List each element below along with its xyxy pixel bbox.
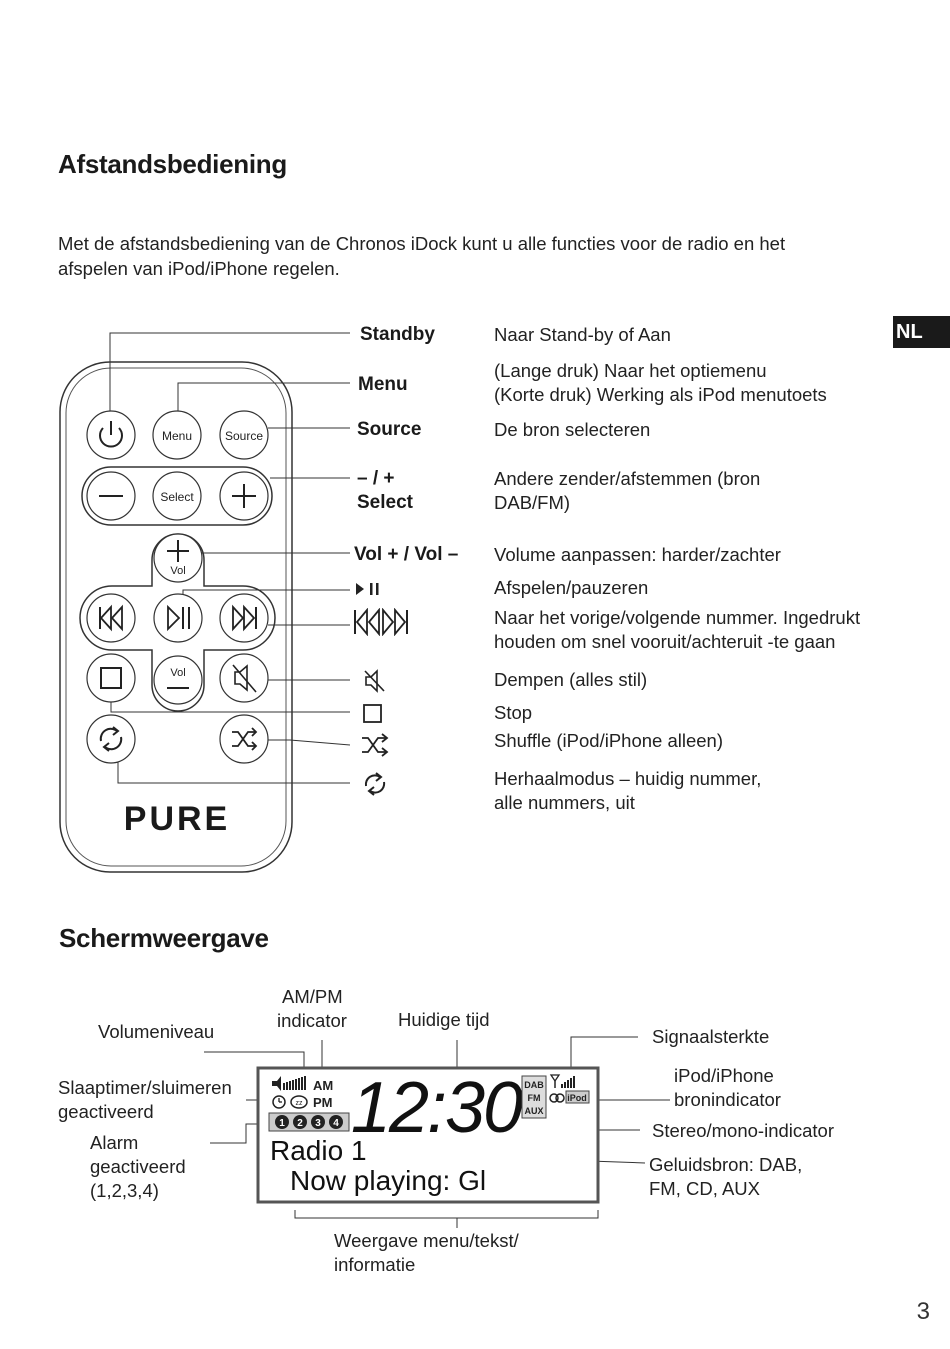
shuffle-icon — [360, 733, 390, 757]
plus-button[interactable] — [220, 472, 268, 520]
callout-sleep-1: Slaaptimer/sluimeren — [58, 1077, 232, 1098]
callout-text-2: informatie — [334, 1254, 416, 1275]
label-standby: Standby — [360, 324, 435, 345]
callout-source-2: FM, CD, AUX — [649, 1178, 761, 1199]
source-button[interactable] — [220, 411, 268, 459]
alarm-3: 3 — [315, 1118, 321, 1129]
callout-sleep-2: geactiveerd — [58, 1101, 154, 1122]
page-number: 3 — [916, 1298, 930, 1325]
clock-time: 12:30 — [350, 1068, 522, 1148]
remote-illustration — [0, 310, 480, 880]
alarm-2: 2 — [297, 1118, 303, 1129]
standby-button[interactable] — [87, 411, 135, 459]
mute-button[interactable] — [220, 654, 268, 702]
section-title-remote: Afstandsbediening — [58, 149, 287, 179]
desc-standby: Naar Stand-by of Aan — [494, 324, 671, 345]
shuffle-button[interactable] — [220, 715, 268, 763]
skip-prev-next-icon — [352, 608, 412, 636]
desc-skip-2: houden om snel vooruit/achteruit -te gaan — [494, 631, 836, 652]
desc-volume: Volume aanpassen: harder/zachter — [494, 544, 781, 565]
desc-skip-1: Naar het vorige/volgende nummer. Ingedrukt — [494, 607, 861, 628]
desc-menu-1: (Lange druk) Naar het optiemenu — [494, 360, 767, 381]
callout-stereo: Stereo/mono-indicator — [652, 1120, 835, 1141]
vol-up-button[interactable] — [154, 534, 202, 582]
menu-button-label: Menu — [161, 429, 193, 443]
label-minus-plus: – / + — [357, 468, 395, 489]
desc-repeat-1: Herhaalmodus – huidig nummer, — [494, 768, 762, 789]
repeat-button[interactable] — [87, 715, 135, 763]
alarm-4: 4 — [333, 1118, 339, 1129]
callout-signal: Signaalsterkte — [652, 1026, 770, 1047]
display-line-2: Now playing: Gl — [290, 1165, 487, 1196]
alarm-1: 1 — [279, 1118, 285, 1129]
desc-shuffle: Shuffle (iPod/iPhone alleen) — [494, 730, 724, 751]
am-indicator: AM — [313, 1078, 334, 1093]
callout-time: Huidige tijd — [398, 1009, 490, 1030]
desc-stop: Stop — [494, 702, 533, 723]
desc-select-2: DAB/FM) — [494, 492, 571, 513]
source-fm: FM — [527, 1093, 541, 1103]
intro-paragraph: Met de afstandsbediening van de Chronos iDock kunt u alle functies voor de radio en het afspelen van iPod/iPhone regelen. — [58, 233, 786, 279]
callout-ampm-1: AM/PM — [282, 986, 343, 1007]
brand-logo: PURE — [123, 800, 231, 838]
callout-alarm-2: geactiveerd — [90, 1156, 186, 1177]
menu-button[interactable] — [153, 411, 201, 459]
source-button-label: Source — [224, 429, 264, 443]
section-title-display: Schermweergave — [59, 923, 269, 953]
desc-source: De bron selecteren — [494, 419, 651, 440]
label-volume: Vol + / Vol – — [354, 544, 459, 565]
minus-button[interactable] — [87, 472, 135, 520]
label-source: Source — [357, 419, 422, 440]
play-pause-icon — [354, 580, 394, 598]
play-pause-button[interactable] — [154, 594, 202, 642]
callout-alarm-3: (1,2,3,4) — [90, 1180, 159, 1201]
callout-ipod-2: bronindicator — [674, 1089, 781, 1110]
vol-down-button[interactable] — [154, 656, 202, 704]
stop-icon — [362, 703, 384, 725]
callout-alarm-1: Alarm — [90, 1132, 139, 1153]
pm-indicator: PM — [313, 1095, 333, 1110]
mute-icon — [362, 668, 388, 694]
display-line-1: Radio 1 — [270, 1135, 367, 1166]
repeat-icon — [361, 770, 389, 798]
language-tab: NL — [893, 316, 950, 348]
svg-text:zz: zz — [295, 1100, 303, 1107]
label-menu: Menu — [358, 374, 408, 395]
callout-source-1: Geluidsbron: DAB, — [649, 1154, 803, 1175]
vol-down-label: Vol — [170, 667, 186, 679]
select-button-label: Select — [160, 490, 194, 504]
stop-button[interactable] — [87, 654, 135, 702]
desc-play-pause: Afspelen/pauzeren — [494, 577, 649, 598]
desc-select-1: Andere zender/afstemmen (bron — [494, 468, 761, 489]
callout-ipod-1: iPod/iPhone — [674, 1065, 774, 1086]
label-select: Select — [357, 492, 413, 513]
prev-button[interactable] — [87, 594, 135, 642]
source-dab: DAB — [524, 1080, 544, 1090]
select-button[interactable] — [153, 472, 201, 520]
next-button[interactable] — [220, 594, 268, 642]
desc-menu-2: (Korte druk) Werking als iPod menutoets — [494, 384, 827, 405]
desc-mute: Dempen (alles stil) — [494, 669, 648, 690]
ipod-badge: iPod — [567, 1093, 587, 1103]
source-aux: AUX — [524, 1106, 544, 1116]
callout-volume: Volumeniveau — [98, 1021, 215, 1042]
desc-repeat-2: alle nummers, uit — [494, 792, 635, 813]
vol-up-label: Vol — [170, 565, 186, 577]
callout-ampm-2: indicator — [277, 1010, 347, 1031]
callout-text-1: Weergave menu/tekst/ — [334, 1230, 519, 1251]
